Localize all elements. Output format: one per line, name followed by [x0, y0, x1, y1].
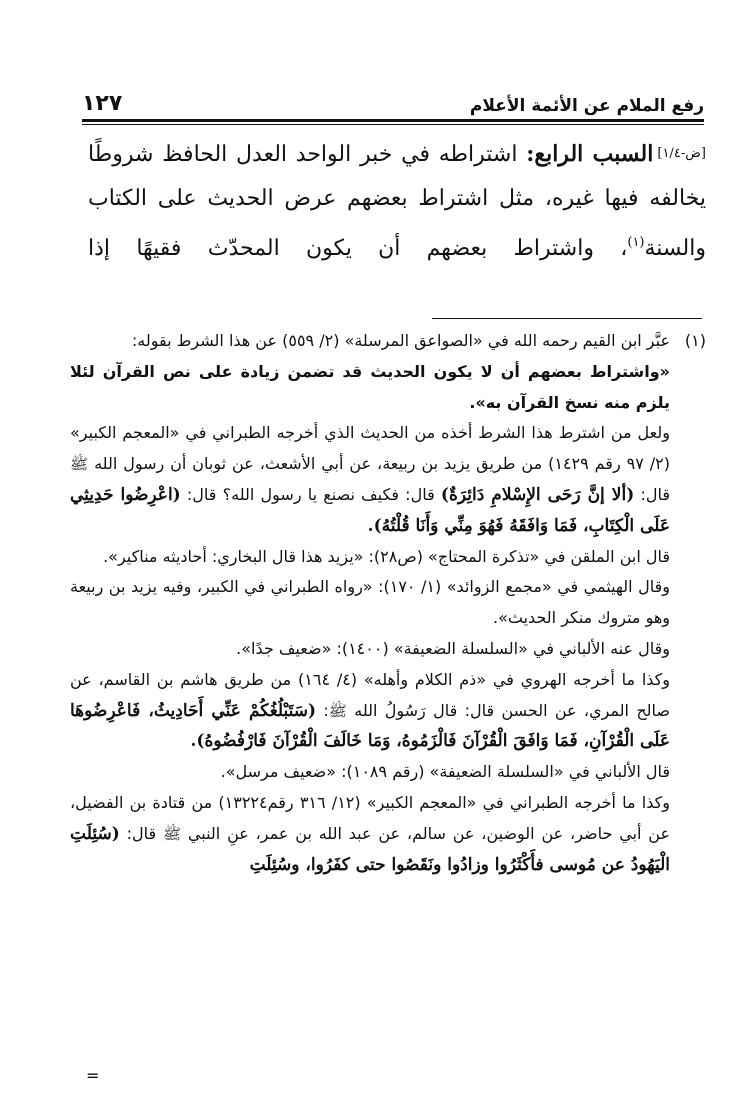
footnote-marker[interactable]: (١)	[627, 235, 645, 250]
footnote-separator	[432, 318, 702, 319]
running-title: رفع الملام عن الأئمة الأعلام	[469, 96, 704, 116]
footnote-text: :	[316, 700, 329, 720]
footnote-text: قال ابن الملقن في «تذكرة المحتاج» (ص٢٨): «يزيد هذا قال البخاري: أحاديثه مناكير».	[103, 546, 670, 566]
footnote-text: وكذا ما أخرجه الطبراني في «المعجم الكبير» (١٢/ ٣١٦ رقم١٣٢٢٤) من قتادة بن الفضيل، عن أبي حاضر، عن الوضين، عن سالم، عن عبد الله بن عمر، عنِ النبي	[70, 792, 670, 843]
footnote-text: قال:	[119, 823, 163, 843]
footnote-paragraph	[70, 757, 706, 788]
footnotes-block	[70, 326, 706, 880]
hadith-text: (ألا إنَّ رَحَى الإِسْلامِ دَائِرَةٌ)	[440, 484, 635, 505]
footnote-text: وقال الهيثمي في «مجمع الزوائد» (١/ ١٧٠): «رواه الطبراني في الكبير، وفيه يزيد بن ربيعة وهو متروك منكر الحديث».	[70, 577, 670, 628]
page-header	[82, 86, 704, 116]
hadith-text: (سَتَبْلُغُكُمْ عَنِّي أَحَادِيثُ، فَاعْرِضُوهَا عَلَى الْقُرْآنِ، فَمَا وَافَقَ الْقُرْآنَ فَالْزَمُوهُ، وَمَا خَالَفَ الْقُرْآنَ فَارْفُضُوهُ).	[70, 700, 670, 752]
footnote-text: قال الألباني في «السلسلة الضعيفة» (رقم ١٠٨٩): «ضعيف مرسل».	[220, 762, 670, 782]
sallallahu-glyph: ﷺ	[328, 701, 347, 720]
header-rule	[82, 119, 704, 122]
hadith-text: (اعْرِضُوا حَدِيثِي عَلَى الْكِتَابِ، فَمَا وَافَقَهُ فَهُوَ مِنِّي وَأَنَا قُلْتُهُ).	[70, 484, 670, 536]
footnote-text: وكذا ما أخرجه الهروي في «ذم الكلام وأهله» (٤/ ١٦٤) من طريق هاشم بن القاسم، عن صالح المري، عن الحسن قال: قال رَسُولُ الله	[70, 669, 671, 720]
footnote-paragraph	[70, 542, 706, 573]
footnote-text: قال: فكيف نصنع يا رسول الله؟ قال:	[180, 484, 441, 504]
footnote-paragraph	[70, 418, 706, 541]
margin-reference: [ض-١/٤]	[657, 146, 706, 161]
main-text-part1: اشتراطه في خبر الواحد العدل الحافظ شروطًا يخالفه فيها غيره، مثل اشتراط بعضهم عرض الحديث على الكتاب والسنة	[88, 142, 706, 261]
footnote-paragraph	[70, 788, 706, 880]
continuation-mark: =	[86, 1066, 100, 1085]
header-rule-thin	[82, 124, 704, 125]
footnote-paragraph	[70, 572, 706, 634]
section-heading: السبب الرابع:	[526, 141, 654, 167]
main-text-part2: ، واشتراط بعضهم أن يكون المحدّث فقيهًا إذا	[88, 236, 628, 261]
footnote-text: قال:	[634, 484, 670, 504]
footnote-quote	[70, 357, 706, 419]
footnote-number: (١)	[684, 331, 706, 350]
hadith-text: (سُئِلَتِ الْيَهُودُ عن مُوسى فأَكْثَرُوا وزادُوا ونَقَصُوا حتى كفَرُوا، وسُئِلَتِ	[70, 823, 670, 875]
main-paragraph	[88, 132, 706, 271]
sallallahu-glyph: ﷺ	[162, 824, 182, 843]
footnote-text: وقال عنه الألباني في «السلسلة الضعيفة» (١٤٠٠): «ضعيف جدًا».	[236, 638, 670, 658]
footnote-text: ولعل من اشترط هذا الشرط أخذه من الحديث الذي أخرجه الطبراني في «المعجم الكبير» (٢/ ٩٧ رقم ١٤٢٩) من طريق يزيد بن ربيعة، عن أبي الأشعث، عن ثوبان أن رسول الله	[70, 423, 670, 474]
sallallahu-glyph: ﷺ	[70, 455, 89, 474]
footnote-paragraph	[70, 665, 706, 757]
footnote-1	[70, 326, 706, 357]
page-number: ١٢٧	[82, 91, 123, 116]
footnote-paragraph	[70, 634, 706, 665]
quote-text: «واشتراط بعضهم أن لا يكون الحديث قد تضمن زيادة على نص القرآن لئلا يلزم منه نسخ القرآن به».	[70, 361, 670, 412]
footnote-text: عبَّر ابن القيم رحمه الله في «الصواعق المرسلة» (٢/ ٥٥٩) عن هذا الشرط بقوله:	[131, 331, 670, 350]
